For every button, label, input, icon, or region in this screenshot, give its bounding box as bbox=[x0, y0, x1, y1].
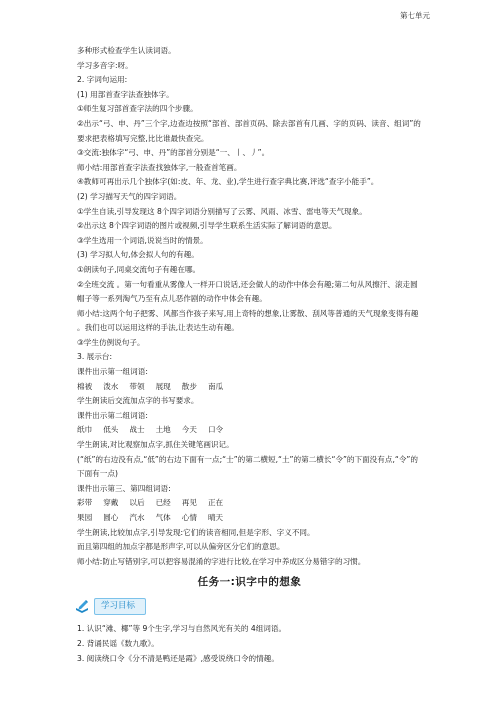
word-group-4 bbox=[77, 511, 422, 526]
text-line: ③学生选用一个词语,说说当时的情景。 bbox=[77, 235, 208, 245]
vocab-word: 战士 bbox=[129, 425, 145, 435]
text-line: 3. 展示台: bbox=[77, 352, 112, 362]
text-line: 而且第四组的加点字都是形声字,可以从偏旁区分它们的意思。 bbox=[77, 542, 285, 552]
text-line: ②全班交流 。第一句看重从雾像人一样开口说话,还会做人的动作中体会有趣;第二句从风擦汗、滚走圆帽子等一系列淘气乃至有点儿恶作剧的动作中体会有趣。 bbox=[77, 279, 418, 304]
text-line: 学习多音字:呀。 bbox=[77, 60, 133, 70]
vocab-word: 汽水 bbox=[129, 513, 145, 522]
vocab-word: 带领 bbox=[129, 381, 145, 391]
vocab-word: 穿戴 bbox=[103, 498, 119, 508]
text-line: 学生朗读后交流加点字的书写要求。 bbox=[77, 396, 199, 406]
text-line: 多种形式检查学生认读词语。 bbox=[77, 46, 176, 55]
vocab-word: 果园 bbox=[77, 513, 93, 522]
learning-goals-list bbox=[77, 622, 422, 666]
vocab-word: 散步 bbox=[181, 381, 197, 391]
word-group-3 bbox=[77, 496, 422, 511]
task-title: 任务一:识字中的想象 bbox=[197, 576, 302, 589]
vocab-word: 口令 bbox=[207, 425, 224, 435]
text-line: ②出示“弓、申、丹”三个字,边查边按照“部首、部首页码、除去部首有几画、字的页码、读音、组词”的要求把表格填写完整,比比谁最快查完。 bbox=[77, 118, 421, 143]
text-line: (1) 用部首查字法查独体字。 bbox=[77, 89, 174, 99]
vocab-word: 土地 bbox=[155, 425, 171, 435]
lesson-text-block-4 bbox=[77, 526, 422, 570]
text-line: 师小结:这两个句子把雾、风都当作孩子来写,用上奇特的想象,让雾散、刮风等普通的天气现象变得有趣 。我们也可以运用这样的手法,让表达生动有趣。 bbox=[77, 308, 419, 333]
vocab-word: 低头 bbox=[103, 425, 119, 435]
text-line: 课件出示第二组词语: bbox=[77, 410, 148, 420]
word-group-2 bbox=[77, 423, 422, 438]
vocab-word: 彩带 bbox=[77, 498, 93, 508]
learning-goals-badge bbox=[74, 596, 146, 616]
pencil-book-icon bbox=[74, 598, 90, 614]
text-line: 3. 阅读绕口令《分不清是鸭还是霞》,感受说绕口令的情趣。 bbox=[77, 653, 279, 663]
text-line: 2. 背诵民谣《数九歌》。 bbox=[77, 638, 159, 648]
text-line: 学生朗读,比较加点字,引导发现:它们的读音相同,但是字形、字义不同。 bbox=[77, 527, 315, 537]
lesson-text-block-3 bbox=[77, 438, 422, 496]
text-line: ①师生复习部首查字法的四个步骤。 bbox=[77, 104, 198, 114]
text-line: 师小结:用部首查字法查找独体字,一般查首笔画。 bbox=[77, 162, 242, 172]
word-group-1 bbox=[77, 380, 422, 395]
lesson-text-block-2 bbox=[77, 394, 422, 423]
vocab-word: 纸巾 bbox=[77, 425, 93, 435]
learning-goals-label: 学习目标 bbox=[94, 598, 146, 615]
vocab-word: 心情 bbox=[181, 513, 197, 522]
text-line: (2) 学习描写天气的四字词语。 bbox=[77, 191, 182, 201]
text-line: ③学生仿例说句子。 bbox=[77, 337, 145, 347]
text-line: ③交流:独体字“弓、申、丹”的部首分别是“一、丨、丿”。 bbox=[77, 148, 270, 158]
vocab-word: 晴天 bbox=[207, 513, 224, 522]
vocab-word: 今天 bbox=[181, 425, 197, 435]
vocab-word: 以后 bbox=[129, 498, 145, 508]
lesson-content bbox=[77, 44, 422, 666]
vocab-word: 泼水 bbox=[103, 381, 119, 391]
text-line: ①朗读句子,同桌交流句子有趣在哪。 bbox=[77, 264, 201, 274]
vocab-word: 已经 bbox=[155, 498, 171, 508]
vocab-word: 南瓜 bbox=[207, 381, 224, 391]
unit-header: 第七单元 bbox=[400, 11, 430, 20]
vocab-word: 棉被 bbox=[77, 381, 93, 391]
text-line: ④教师可再出示几个独体字(如:皮、年、龙、业),学生进行查字典比赛,评选“查字小能手”。 bbox=[77, 177, 379, 187]
text-line: (3) 学习拟人句,体会拟人句的有趣。 bbox=[77, 250, 199, 260]
vocab-word: 再见 bbox=[181, 498, 197, 508]
text-line: 1. 认识“滩、椰”等 9个生字,学习与自然风光有关的 4组词语。 bbox=[77, 624, 287, 634]
lesson-text-block-1 bbox=[77, 44, 422, 380]
text-line: ②出示这 8个四字词语的图片或视频,引导学生联系生活实际了解词语的意思。 bbox=[77, 221, 337, 231]
vocab-word: 气体 bbox=[155, 513, 171, 522]
text-line: 师小结:防止写错别字,可以把容易混淆的字进行比较,在学习中养成区分易错字的习惯。 bbox=[77, 556, 366, 566]
text-line: (“纸”的右边没有点,“低”的右边下面有一点;“士”的第二横短,“土”的第二横长“令”的下面没有点,“令”的下面有一点) bbox=[77, 454, 418, 479]
text-line: 2. 字词句运用: bbox=[77, 75, 128, 85]
text-line: 课件出示第三、第四组词语: bbox=[77, 483, 171, 493]
text-line: 课件出示第一组词语: bbox=[77, 367, 148, 377]
text-line: 学生朗读,对比观察加点字,抓住关键笔画识记。 bbox=[77, 440, 234, 450]
vocab-word: 展现 bbox=[155, 381, 171, 391]
text-line: ①学生自读,引导发现这 8个四字词语分别描写了云雾、风雨、冰雪、雷电等天气现象。 bbox=[77, 206, 367, 216]
vocab-word: 正在 bbox=[207, 498, 224, 508]
vocab-word: 圆心 bbox=[103, 513, 119, 522]
